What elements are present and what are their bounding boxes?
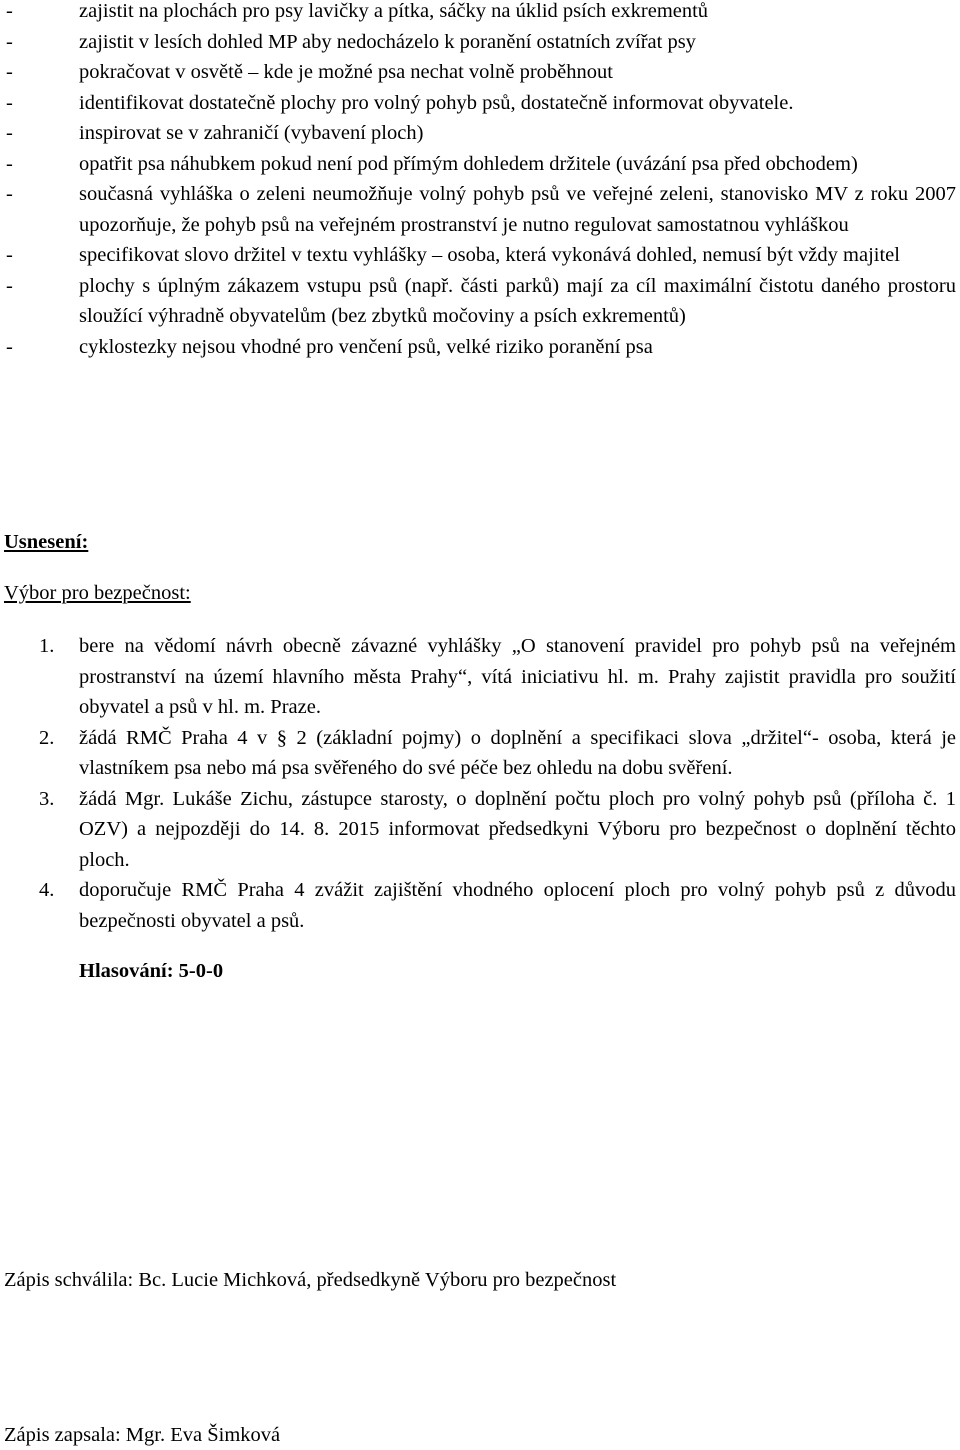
resolution-text: doporučuje RMČ Praha 4 zvážit zajištění vhodného oplocení ploch pro volný pohyb psů z důvodu bezpečnosti obyvatel a psů. — [79, 879, 956, 932]
dash-marker: - — [6, 152, 13, 175]
recommendation-list — [0, 0, 956, 362]
list-item-text: zajistit v lesích dohled MP aby nedocházelo k poranění ostatních zvířat psy — [79, 30, 696, 53]
recorded-by: Zápis zapsala: Mgr. Eva Šimková — [4, 1424, 281, 1446]
list-item — [0, 179, 956, 240]
resolution-number: 2. — [39, 726, 55, 749]
resolution-item — [0, 723, 956, 784]
resolution-number: 3. — [39, 787, 55, 810]
list-item-text: identifikovat dostatečně plochy pro volný pohyb psů, dostatečně informovat obyvatele. — [79, 91, 794, 114]
list-item-text: zajistit na plochách pro psy lavičky a pítka, sáčky na úklid psích exkrementů — [79, 0, 709, 22]
resolution-text: žádá Mgr. Lukáše Zichu, zástupce starosty, o doplnění počtu ploch pro volný pohyb psů (příloha č. 1 OZV) a nejpozději do 14. 8. 2015 informovat předsedkyni Výboru pro bezpečnost o doplnění těchto ploch. — [79, 787, 956, 871]
vote-result: Hlasování: 5-0-0 — [79, 960, 224, 982]
dash-marker: - — [6, 244, 13, 266]
list-item-text: inspirovat se v zahraničí (vybavení ploch) — [79, 122, 424, 144]
list-item — [0, 0, 956, 27]
resolution-item — [0, 875, 956, 936]
resolution-text: bere na vědomí návrh obecně závazné vyhlášky „O stanovení pravidel pro pohyb psů na veřejném prostranství na území hlavního města Prahy“, vítá iniciativu hl. m. Prahy zajistit pravidla pro soužití obyvatel a psů v hl. m. Praze. — [79, 635, 956, 718]
list-item-text: cyklostezky nejsou vhodné pro venčení psů, velké riziko poranění psa — [79, 335, 653, 358]
dash-marker: - — [6, 183, 13, 205]
resolution-list — [0, 631, 956, 936]
dash-marker: - — [6, 91, 13, 114]
list-item — [0, 240, 956, 271]
list-item — [0, 271, 956, 332]
resolution-item — [0, 784, 956, 876]
dash-marker: - — [6, 30, 13, 53]
resolution-number: 1. — [39, 635, 55, 657]
resolution-item — [0, 631, 956, 723]
list-item — [0, 332, 956, 363]
dash-marker: - — [6, 274, 13, 297]
list-item-text: opatřit psa náhubkem pokud není pod přímým dohledem držitele (uvázání psa před obchodem) — [79, 152, 858, 175]
list-item — [0, 57, 956, 88]
dash-marker: - — [6, 122, 13, 144]
dash-marker: - — [6, 61, 13, 83]
resolution-number: 4. — [39, 879, 55, 901]
list-item — [0, 118, 956, 149]
list-item-text: současná vyhláška o zeleni neumožňuje volný pohyb psů ve veřejné zeleni, stanovisko MV z roku 2007 upozorňuje, že pohyb psů na veřejném prostranství je nutno regulovat samostatnou vyhláškou — [79, 183, 956, 236]
list-item-text: specifikovat slovo držitel v textu vyhlášky – osoba, která vykonává dohled, nemusí být vždy majitel — [79, 244, 900, 266]
committee-heading: Výbor pro bezpečnost: — [4, 582, 191, 604]
resolution-heading: Usnesení: — [4, 531, 89, 553]
list-item — [0, 149, 956, 180]
approved-by: Zápis schválila: Bc. Lucie Michková, předsedkyně Výboru pro bezpečnost — [4, 1269, 617, 1291]
dash-marker: - — [6, 0, 13, 22]
resolution-text: žádá RMČ Praha 4 v § 2 (základní pojmy) o doplnění a specifikaci slova „držitel“- osoba, která je vlastníkem psa nebo má psa svěřeného do své péče bez ohledu na dobu svěření. — [79, 726, 956, 779]
list-item — [0, 88, 956, 119]
dash-marker: - — [6, 335, 13, 358]
list-item — [0, 27, 956, 58]
list-item-text: pokračovat v osvětě – kde je možné psa nechat volně proběhnout — [79, 61, 613, 83]
list-item-text: plochy s úplným zákazem vstupu psů (např. části parků) mají za cíl maximální čistotu daného prostoru sloužící výhradně obyvatelům (bez zbytků močoviny a psích exkrementů) — [79, 274, 956, 327]
